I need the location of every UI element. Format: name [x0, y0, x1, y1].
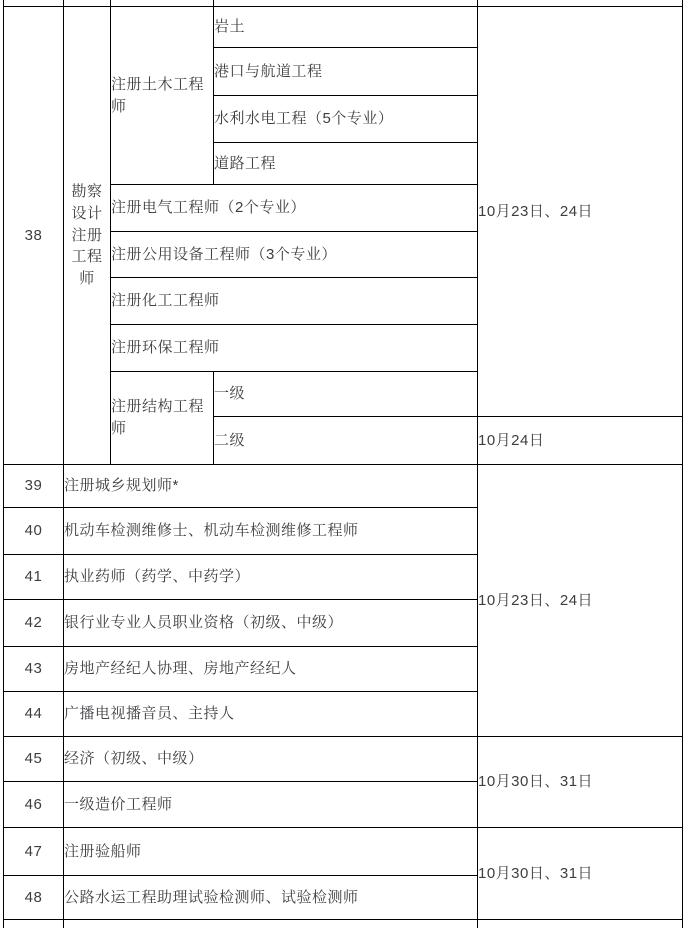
row-number: 39 — [4, 465, 64, 508]
row-number: 47 — [4, 828, 64, 876]
exam-schedule-table-wrap — [3, 0, 683, 928]
table-row — [4, 737, 683, 782]
table-row-partial-bottom — [4, 920, 683, 928]
sub-exam-name: 一级 — [214, 372, 478, 417]
exam-date: 10月23日、24日 — [478, 465, 683, 737]
exam-name: 机动车检测维修士、机动车检测维修工程师 — [64, 508, 478, 555]
table-row — [4, 828, 683, 876]
row-number: 41 — [4, 555, 64, 600]
sub-exam-name: 二级 — [214, 417, 478, 465]
table-row — [4, 465, 683, 508]
row-number: 43 — [4, 647, 64, 692]
exam-name: 注册电气工程师（2个专业） — [111, 185, 478, 232]
partial-cell — [64, 920, 478, 928]
exam-name: 注册验船师 — [64, 828, 478, 876]
exam-group-name: 注册土木工程师 — [111, 7, 214, 185]
exam-name: 注册化工工程师 — [111, 278, 478, 325]
sub-exam-name: 水利水电工程（5个专业） — [214, 96, 478, 143]
exam-group-name: 注册结构工程师 — [111, 372, 214, 465]
exam-name: 注册城乡规划师* — [64, 465, 478, 508]
exam-date: 10月30日、31日 — [478, 828, 683, 920]
exam-date: 10月30日、31日 — [478, 737, 683, 828]
exam-name: 银行业专业人员职业资格（初级、中级） — [64, 600, 478, 647]
exam-name: 公路水运工程助理试验检测师、试验检测师 — [64, 876, 478, 920]
exam-name: 注册环保工程师 — [111, 325, 478, 372]
row-number: 48 — [4, 876, 64, 920]
row-number: 44 — [4, 692, 64, 737]
exam-name: 广播电视播音员、主持人 — [64, 692, 478, 737]
sub-exam-name: 港口与航道工程 — [214, 48, 478, 96]
exam-name: 一级造价工程师 — [64, 782, 478, 828]
exam-date: 10月23日、24日 — [478, 7, 683, 417]
exam-category: 勘察设计注册工程师 — [64, 7, 111, 465]
row-number: 40 — [4, 508, 64, 555]
row-number: 42 — [4, 600, 64, 647]
exam-schedule-table — [3, 0, 683, 928]
sub-exam-name: 岩土 — [214, 7, 478, 48]
sub-exam-name: 道路工程 — [214, 143, 478, 185]
exam-name: 执业药师（药学、中药学） — [64, 555, 478, 600]
exam-name: 经济（初级、中级） — [64, 737, 478, 782]
row-number: 46 — [4, 782, 64, 828]
partial-cell — [478, 920, 683, 928]
table-row — [4, 7, 683, 48]
row-number: 45 — [4, 737, 64, 782]
row-number: 38 — [4, 7, 64, 465]
exam-name: 注册公用设备工程师（3个专业） — [111, 232, 478, 278]
exam-name: 房地产经纪人协理、房地产经纪人 — [64, 647, 478, 692]
partial-cell — [4, 920, 64, 928]
exam-date: 10月24日 — [478, 417, 683, 465]
